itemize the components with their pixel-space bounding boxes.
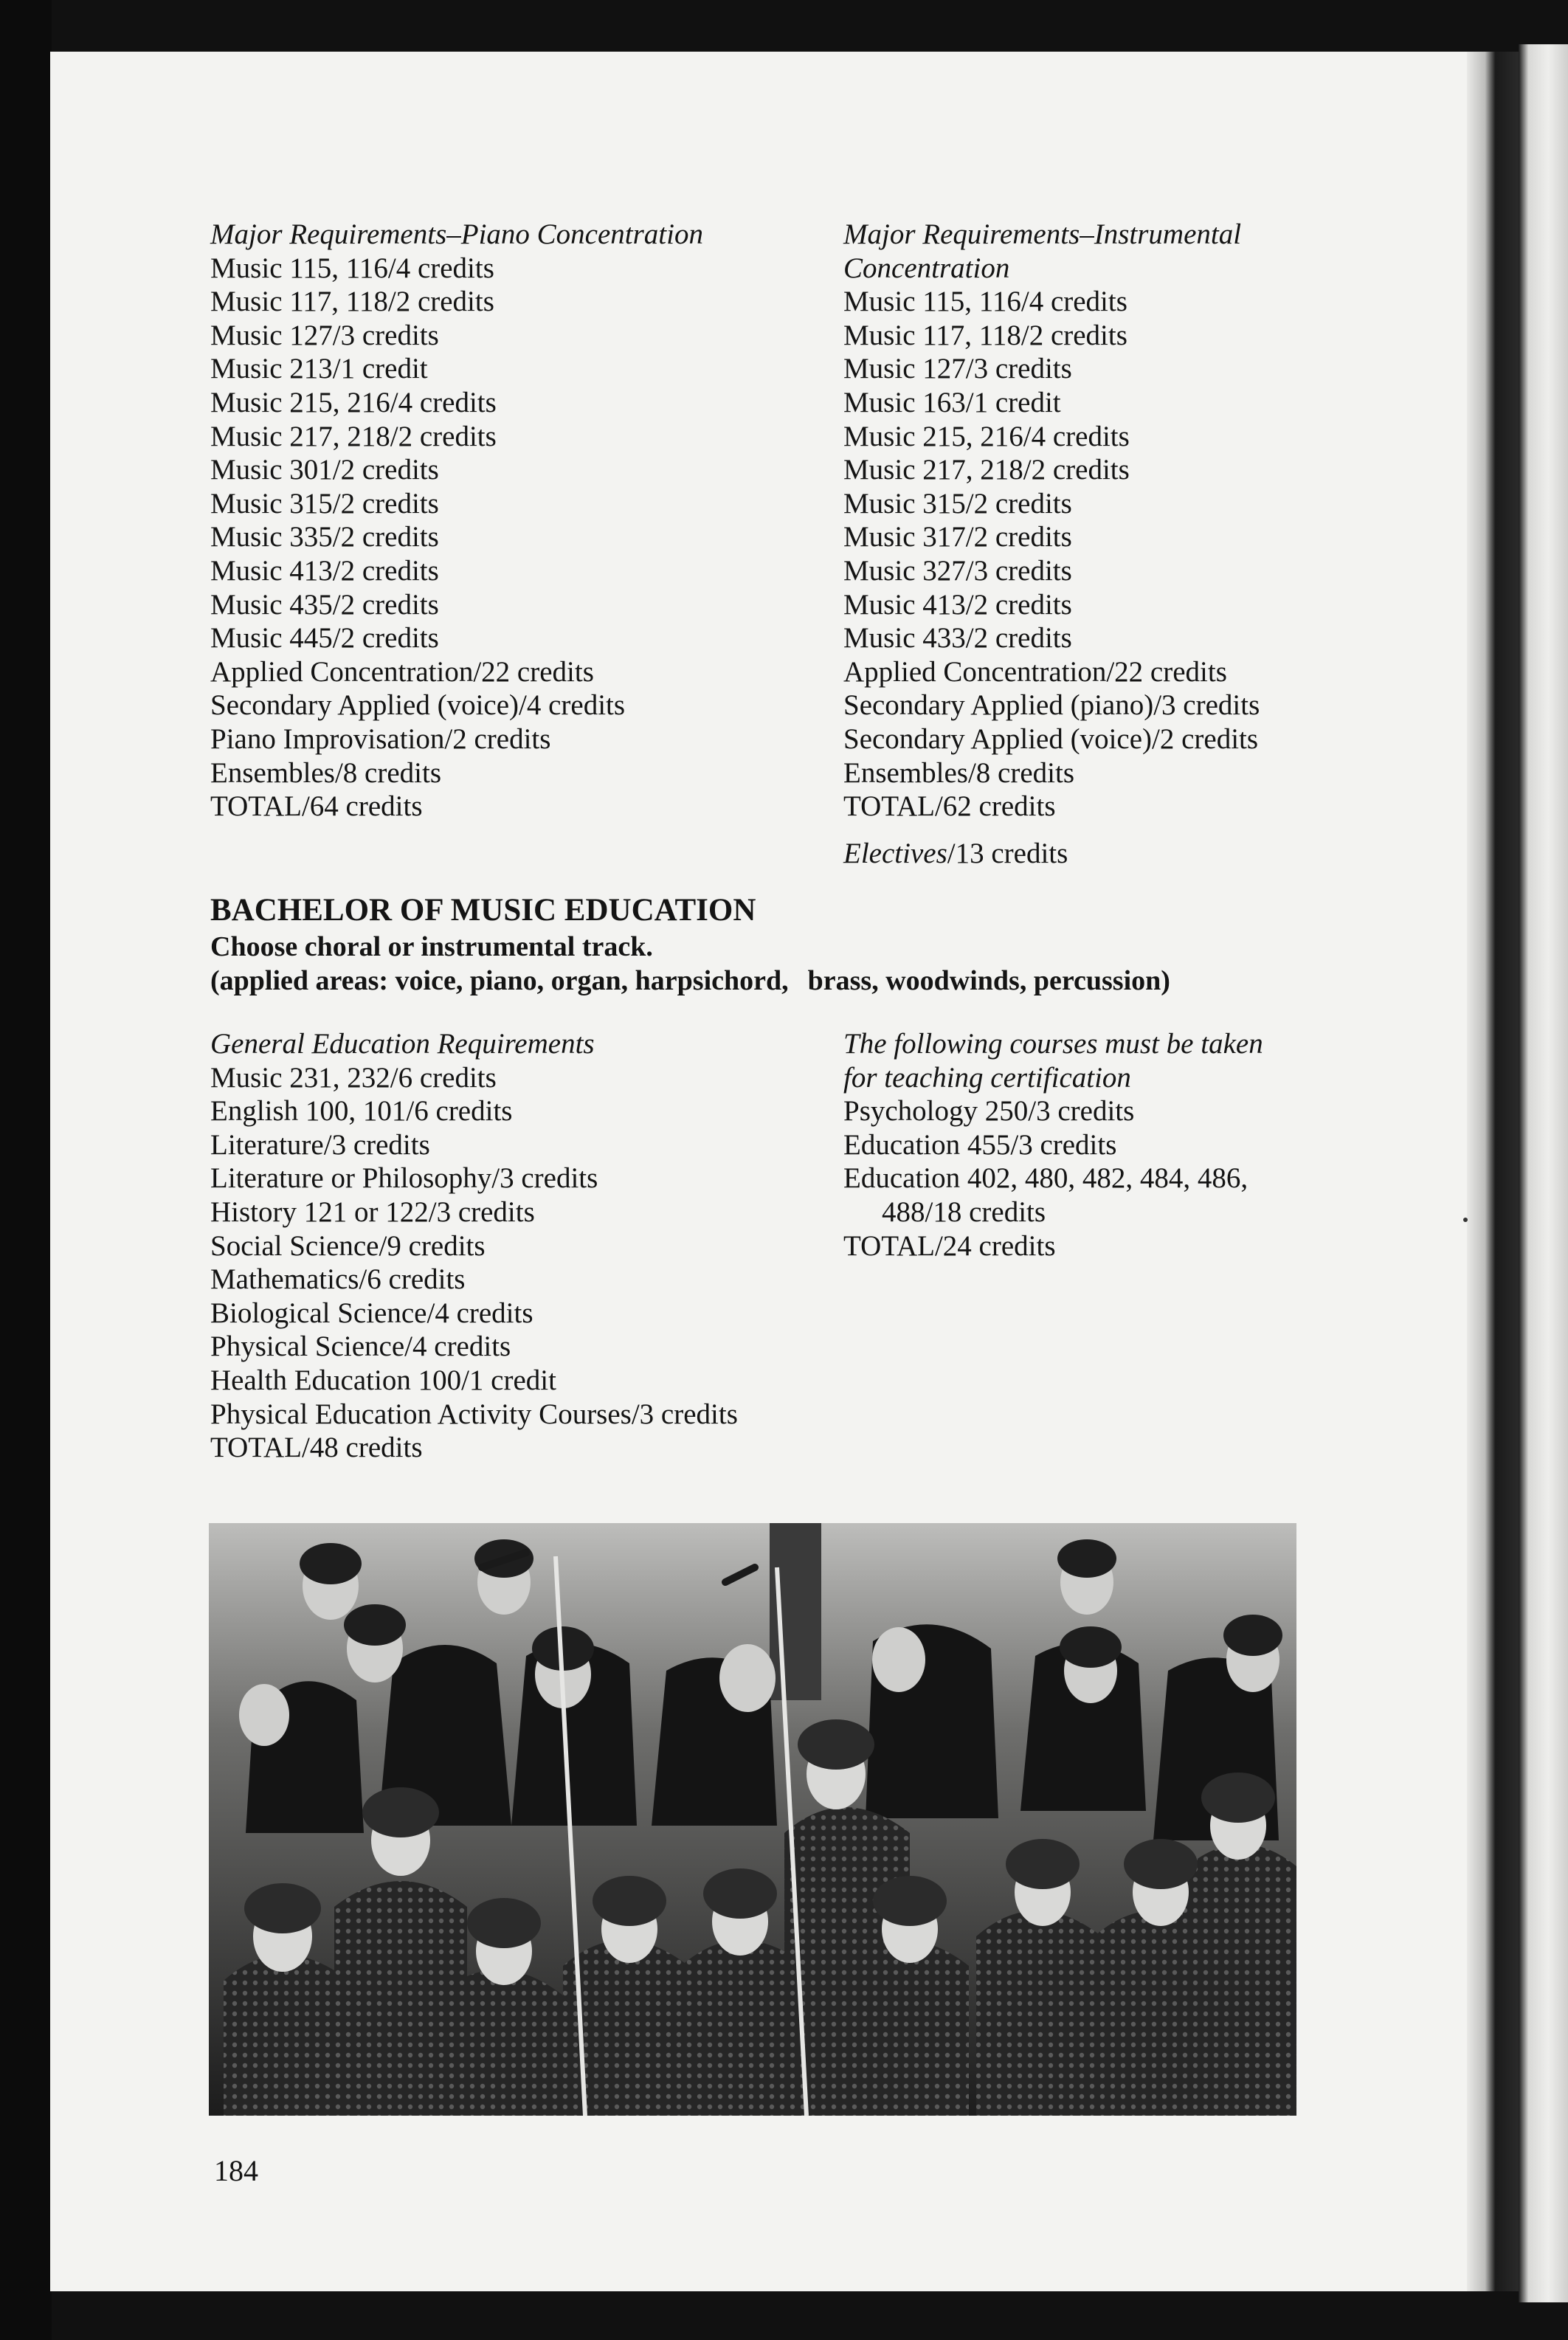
bme-areas-part2: brass, woodwinds, percussion) [807,965,1170,996]
piano-requirement-item: Music 335/2 credits [210,521,439,553]
instrumental-requirement-item: Music 127/3 credits [843,353,1072,385]
electives-line [843,837,1404,871]
certification-heading-line2: for teaching certification [843,1061,1131,1094]
general-education-item: Mathematics/6 credits [210,1263,466,1296]
general-education-section [210,1027,738,1465]
piano-requirement-item: Music 117, 118/2 credits [210,286,494,318]
electives-label: Electives [843,837,947,869]
instrumental-requirement-item: Secondary Applied (piano)/3 credits [843,689,1260,722]
general-education-item: Music 231, 232/6 credits [210,1061,497,1094]
piano-requirement-item: Piano Improvisation/2 credits [210,722,551,755]
piano-requirement-item: Music 315/2 credits [210,487,439,520]
piano-requirement-item: Music 301/2 credits [210,454,439,486]
general-education-item: Physical Science/4 credits [210,1331,511,1363]
choir-photo-icon [209,1523,1296,2116]
general-education-list [210,1061,738,1465]
instrumental-requirement-item: Music 317/2 credits [843,521,1072,553]
bme-subtitle: Choose choral or instrumental track. [210,931,653,962]
general-education-item: Health Education 100/1 credit [210,1364,556,1396]
general-education-item: TOTAL/48 credits [210,1432,423,1464]
piano-requirement-item: Ensembles/8 credits [210,756,442,789]
general-education-item: Biological Science/4 credits [210,1297,533,1329]
scan-shadow [0,0,52,2340]
bme-title: BACHELOR OF MUSIC EDUCATION [210,893,756,928]
instrumental-heading-line2: Concentration [843,252,1010,284]
general-education-item: History 121 or 122/3 credits [210,1195,535,1228]
instrumental-requirement-item: Applied Concentration/22 credits [843,655,1227,688]
piano-requirement-item: Secondary Applied (voice)/4 credits [210,689,626,722]
piano-concentration-heading: Major Requirements–Piano Concentration [210,218,703,250]
piano-requirement-item: Music 115, 116/4 credits [210,252,494,284]
certification-section [843,1027,1404,1263]
instrumental-requirement-item: Music 433/2 credits [843,622,1072,655]
piano-requirement-item: Music 217, 218/2 credits [210,420,497,452]
general-education-item: Literature/3 credits [210,1128,430,1161]
piano-requirements-list [210,252,815,824]
electives-value: /13 credits [947,837,1068,869]
piano-concentration-section [210,218,815,824]
instrumental-heading-line1: Major Requirements–Instrumental [843,218,1242,250]
piano-requirement-item: Music 213/1 credit [210,353,428,385]
choir-photo [209,1523,1296,2116]
instrumental-requirement-item: Secondary Applied (voice)/2 credits [843,722,1259,755]
certification-item: Education 402, 480, 482, 484, 486, [843,1162,1248,1195]
certification-item: Education 455/3 credits [843,1128,1117,1161]
instrumental-requirement-item: Music 315/2 credits [843,487,1072,520]
instrumental-requirement-item: Music 327/3 credits [843,554,1072,587]
general-education-item: Physical Education Activity Courses/3 credits [210,1398,738,1430]
page-number: 184 [214,2154,258,2187]
certification-item: Psychology 250/3 credits [843,1095,1135,1128]
certification-heading-line1: The following courses must be taken [843,1028,1263,1060]
instrumental-requirement-item: Ensembles/8 credits [843,756,1075,789]
general-education-item: Social Science/9 credits [210,1229,486,1262]
piano-requirement-item: Music 215, 216/4 credits [210,386,497,418]
instrumental-requirement-item: Music 115, 116/4 credits [843,286,1127,318]
instrumental-requirement-item: Music 117, 118/2 credits [843,319,1127,351]
instrumental-requirement-item: TOTAL/62 credits [843,790,1056,823]
next-page-edge [1519,44,1568,2302]
scan-speck [1463,1218,1468,1222]
instrumental-requirement-item: Music 215, 216/4 credits [843,420,1130,452]
instrumental-concentration-section [843,218,1404,870]
certification-total: TOTAL/24 credits [843,1229,1056,1262]
piano-requirement-item: TOTAL/64 credits [210,790,423,823]
general-education-item: Literature or Philosophy/3 credits [210,1162,598,1195]
instrumental-requirements-list [843,285,1404,824]
general-education-heading: General Education Requirements [210,1028,595,1060]
page-fold [1467,52,1519,2291]
certification-item-continued: 488/18 credits [882,1195,1046,1228]
instrumental-requirement-item: Music 413/2 credits [843,588,1072,621]
piano-requirement-item: Applied Concentration/22 credits [210,655,594,688]
bme-section [210,891,1391,998]
instrumental-requirement-item: Music 217, 218/2 credits [843,454,1130,486]
piano-requirement-item: Music 127/3 credits [210,319,439,351]
piano-requirement-item: Music 413/2 credits [210,554,439,587]
bme-applied-areas [210,964,1391,998]
bme-areas-part1: (applied areas: voice, piano, organ, harpsichord, [210,965,789,996]
instrumental-requirement-item: Music 163/1 credit [843,386,1061,418]
piano-requirement-item: Music 445/2 credits [210,622,439,655]
general-education-item: English 100, 101/6 credits [210,1095,513,1128]
piano-requirement-item: Music 435/2 credits [210,588,439,621]
